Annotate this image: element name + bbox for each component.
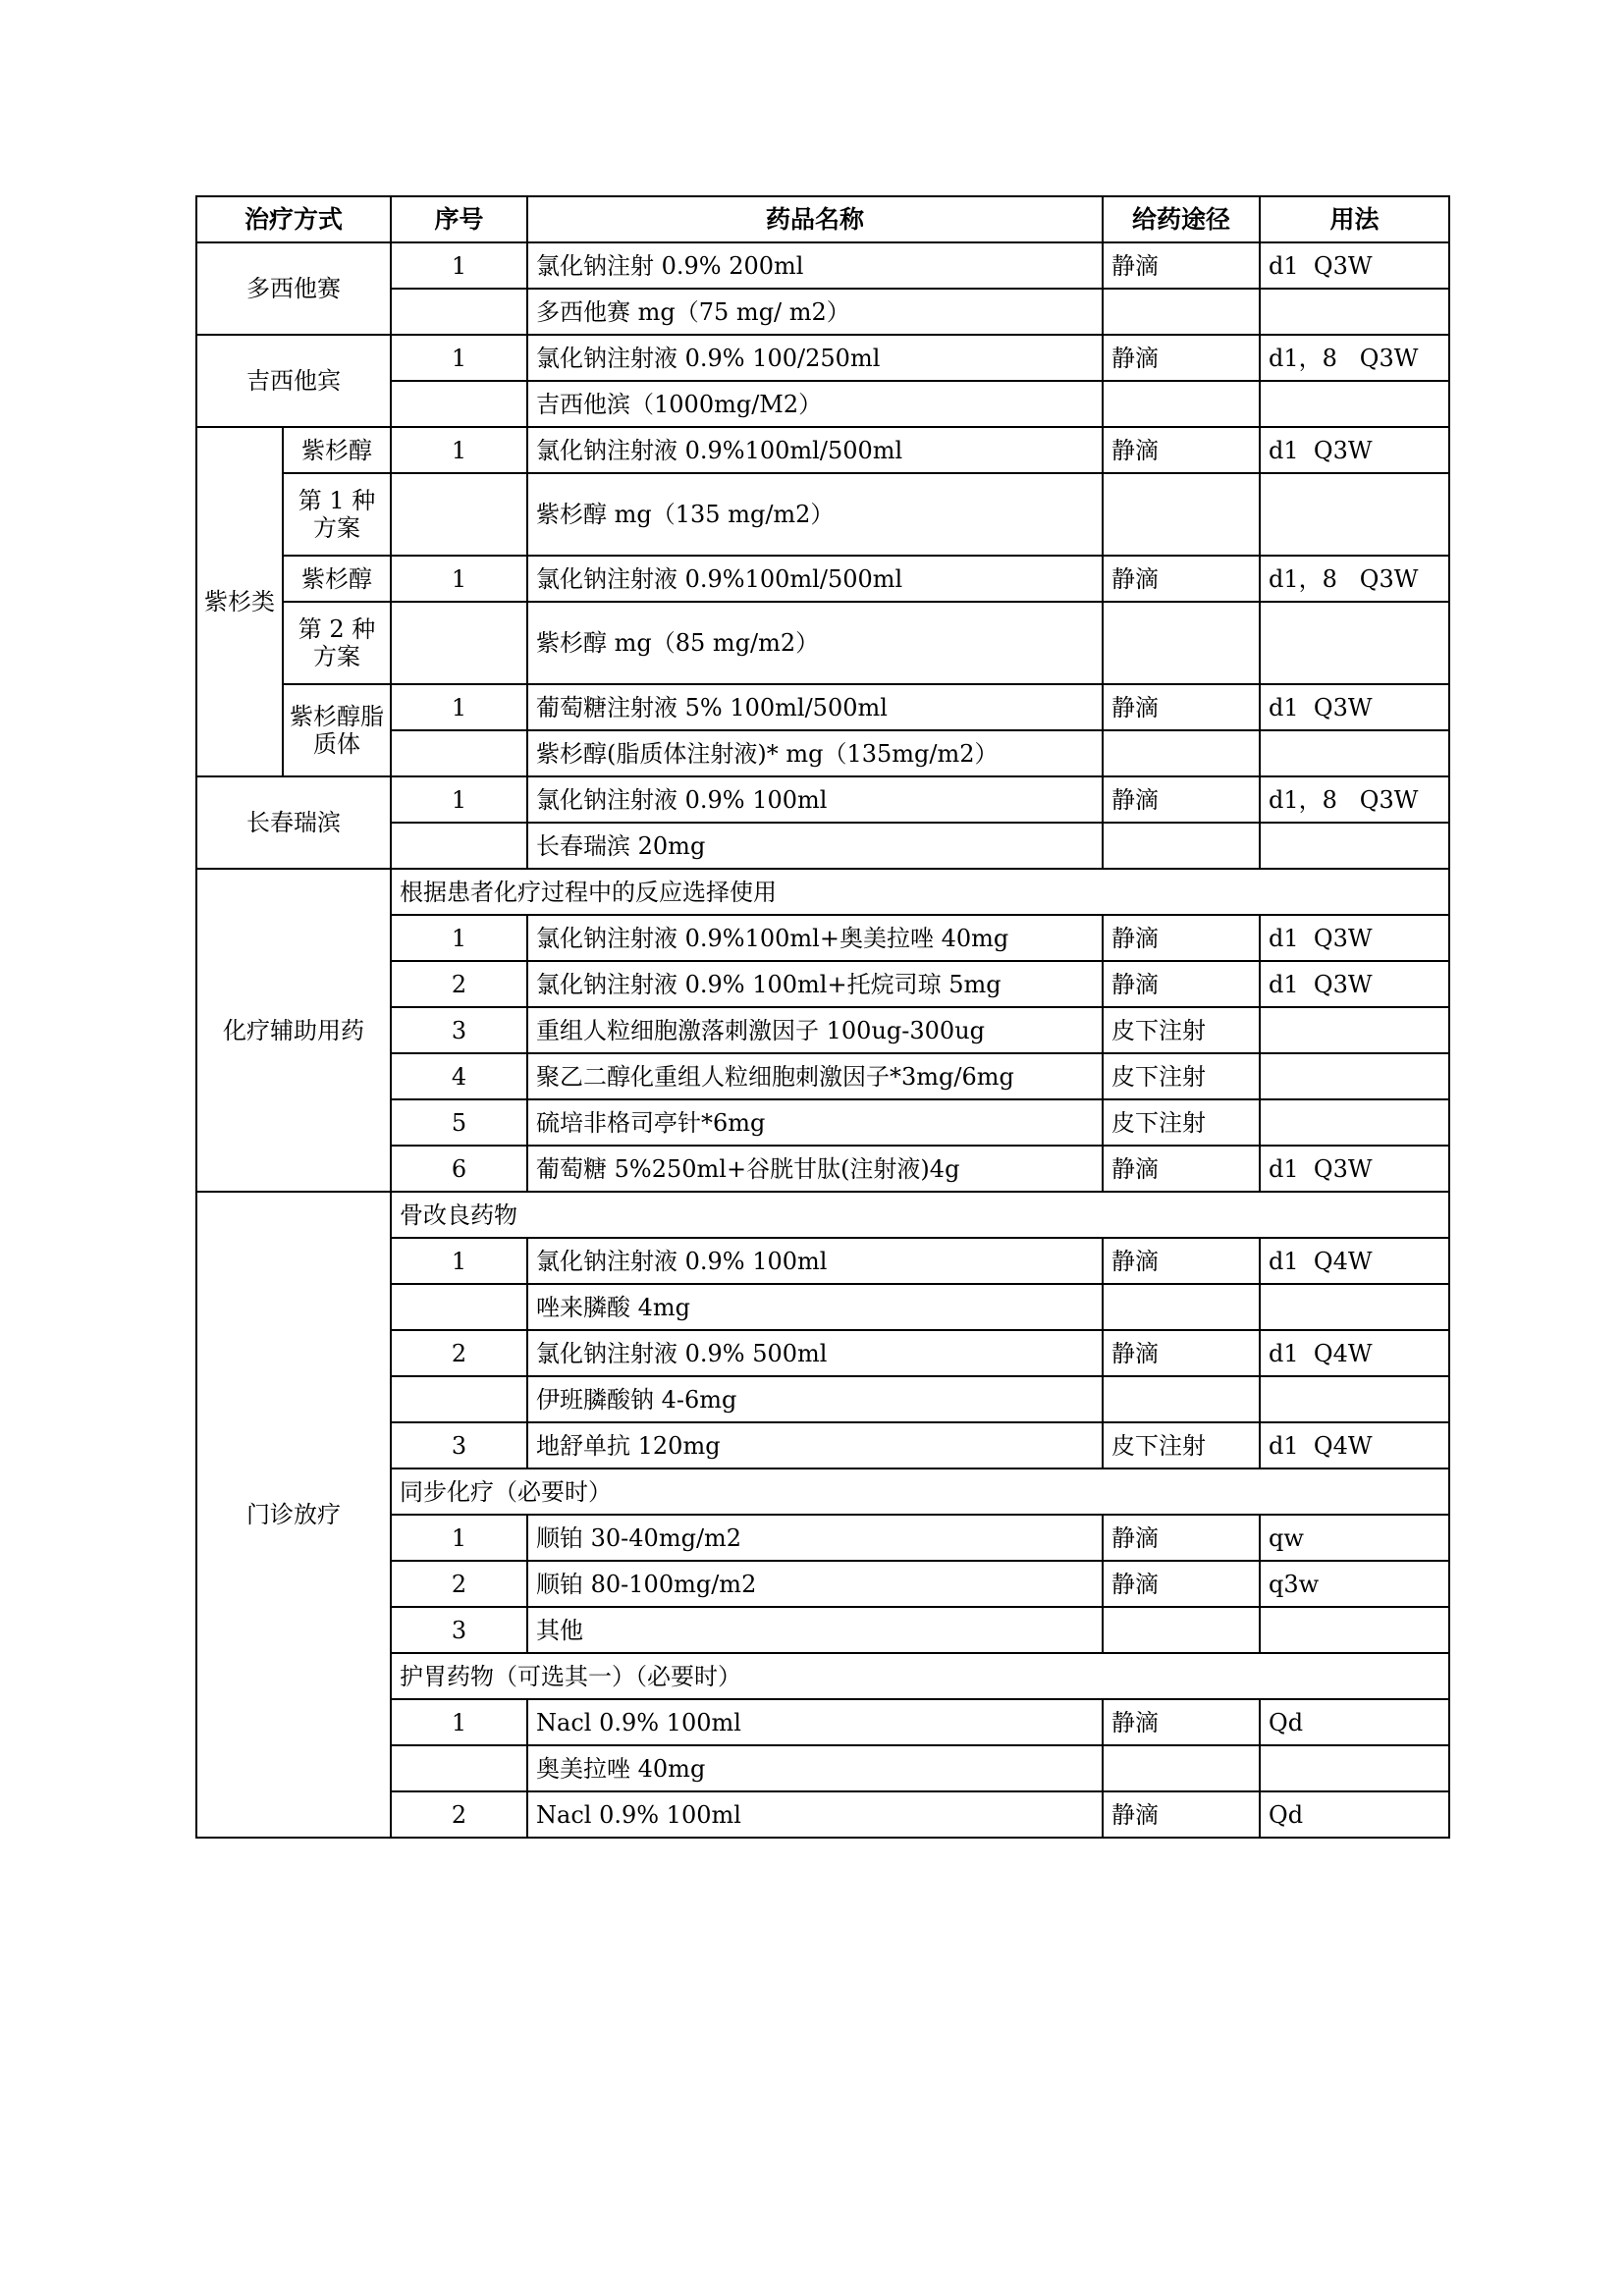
cell-drug: 氯化钠注射液 0.9% 100ml xyxy=(527,1238,1103,1284)
cell-drug: 紫杉醇(脂质体注射液)* mg（135mg/m2） xyxy=(527,730,1103,776)
cell-no xyxy=(391,473,527,556)
header-mode: 治疗方式 xyxy=(196,196,391,242)
header-drug: 药品名称 xyxy=(527,196,1103,242)
cell-route: 静滴 xyxy=(1103,1330,1260,1376)
cell-usage xyxy=(1260,381,1449,427)
cell-usage xyxy=(1260,730,1449,776)
group-outpatient: 门诊放疗 xyxy=(196,1192,391,1838)
cell-usage xyxy=(1260,1007,1449,1053)
cell-route xyxy=(1103,1284,1260,1330)
cell-drug: 聚乙二醇化重组人粒细胞刺激因子*3mg/6mg xyxy=(527,1053,1103,1099)
cell-no: 2 xyxy=(391,961,527,1007)
cell-usage: d1 Q3W xyxy=(1260,915,1449,961)
cell-no xyxy=(391,1376,527,1422)
section-note: 同步化疗（必要时） xyxy=(391,1468,1449,1515)
cell-no: 2 xyxy=(391,1791,527,1838)
cell-usage: d1 Q3W xyxy=(1260,961,1449,1007)
section-note: 骨改良药物 xyxy=(391,1192,1449,1238)
cell-drug: Nacl 0.9% 100ml xyxy=(527,1791,1103,1838)
cell-route xyxy=(1103,1745,1260,1791)
subgroup-label: 紫杉醇 xyxy=(283,556,391,602)
cell-usage xyxy=(1260,602,1449,684)
cell-no: 2 xyxy=(391,1561,527,1607)
cell-usage: d1，8 Q3W xyxy=(1260,335,1449,381)
cell-route: 静滴 xyxy=(1103,1699,1260,1745)
cell-drug: 多西他赛 mg（75 mg/ m2） xyxy=(527,289,1103,335)
cell-no xyxy=(391,1745,527,1791)
cell-route xyxy=(1103,823,1260,869)
group-adjuvant: 化疗辅助用药 xyxy=(196,869,391,1192)
header-route: 给药途径 xyxy=(1103,196,1260,242)
header-row xyxy=(196,196,1449,242)
cell-route xyxy=(1103,730,1260,776)
cell-usage xyxy=(1260,473,1449,556)
table-row xyxy=(196,242,1449,289)
cell-route xyxy=(1103,473,1260,556)
cell-drug: 氯化钠注射液 0.9% 100ml xyxy=(527,776,1103,823)
subgroup-label: 第 1 种方案 xyxy=(283,473,391,556)
cell-usage: d1 Q3W xyxy=(1260,684,1449,730)
cell-route: 静滴 xyxy=(1103,776,1260,823)
group-docetaxel: 多西他赛 xyxy=(196,242,391,335)
table-row xyxy=(196,335,1449,381)
table-row xyxy=(196,869,1449,915)
cell-no: 1 xyxy=(391,335,527,381)
cell-drug: 紫杉醇 mg（85 mg/m2） xyxy=(527,602,1103,684)
cell-no: 1 xyxy=(391,915,527,961)
cell-usage: d1 Q3W xyxy=(1260,242,1449,289)
cell-usage: q3w xyxy=(1260,1561,1449,1607)
table-row xyxy=(196,602,1449,684)
cell-usage xyxy=(1260,1607,1449,1653)
cell-no: 1 xyxy=(391,684,527,730)
cell-route: 静滴 xyxy=(1103,1146,1260,1192)
table-row xyxy=(196,776,1449,823)
cell-route: 静滴 xyxy=(1103,427,1260,473)
header-usage: 用法 xyxy=(1260,196,1449,242)
cell-drug: 重组人粒细胞激落刺激因子 100ug-300ug xyxy=(527,1007,1103,1053)
cell-no xyxy=(391,823,527,869)
cell-route xyxy=(1103,1607,1260,1653)
cell-drug: 其他 xyxy=(527,1607,1103,1653)
cell-no: 3 xyxy=(391,1007,527,1053)
cell-route xyxy=(1103,602,1260,684)
cell-usage: Qd xyxy=(1260,1699,1449,1745)
subgroup-label: 紫杉醇 xyxy=(283,427,391,473)
cell-route: 静滴 xyxy=(1103,335,1260,381)
cell-drug: 奥美拉唑 40mg xyxy=(527,1745,1103,1791)
cell-drug: 紫杉醇 mg（135 mg/m2） xyxy=(527,473,1103,556)
section-note: 根据患者化疗过程中的反应选择使用 xyxy=(391,869,1449,915)
cell-no xyxy=(391,730,527,776)
cell-drug: 吉西他滨（1000mg/M2） xyxy=(527,381,1103,427)
cell-no xyxy=(391,602,527,684)
cell-drug: 葡萄糖 5%250ml+谷胱甘肽(注射液)4g xyxy=(527,1146,1103,1192)
cell-usage: d1 Q4W xyxy=(1260,1422,1449,1468)
table-row xyxy=(196,473,1449,556)
cell-drug: Nacl 0.9% 100ml xyxy=(527,1699,1103,1745)
group-vinorelbine: 长春瑞滨 xyxy=(196,776,391,869)
cell-drug: 硫培非格司亭针*6mg xyxy=(527,1099,1103,1146)
cell-usage xyxy=(1260,1053,1449,1099)
cell-no: 6 xyxy=(391,1146,527,1192)
cell-usage xyxy=(1260,1099,1449,1146)
cell-route: 静滴 xyxy=(1103,684,1260,730)
cell-usage: d1 Q3W xyxy=(1260,1146,1449,1192)
cell-route: 静滴 xyxy=(1103,1791,1260,1838)
cell-drug: 氯化钠注射液 0.9%100ml+奥美拉唑 40mg xyxy=(527,915,1103,961)
cell-drug: 氯化钠注射液 0.9% 500ml xyxy=(527,1330,1103,1376)
cell-usage: d1 Q3W xyxy=(1260,427,1449,473)
cell-usage: d1 Q4W xyxy=(1260,1330,1449,1376)
cell-route: 皮下注射 xyxy=(1103,1422,1260,1468)
regimen-table xyxy=(195,195,1450,1839)
cell-no: 1 xyxy=(391,242,527,289)
group-taxane: 紫杉类 xyxy=(196,427,283,776)
cell-route: 皮下注射 xyxy=(1103,1007,1260,1053)
cell-no: 2 xyxy=(391,1330,527,1376)
cell-no xyxy=(391,289,527,335)
cell-drug: 伊班膦酸钠 4-6mg xyxy=(527,1376,1103,1422)
cell-drug: 长春瑞滨 20mg xyxy=(527,823,1103,869)
cell-drug: 葡萄糖注射液 5% 100ml/500ml xyxy=(527,684,1103,730)
cell-usage xyxy=(1260,289,1449,335)
cell-route xyxy=(1103,289,1260,335)
cell-no: 5 xyxy=(391,1099,527,1146)
cell-drug: 氯化钠注射液 0.9% 100/250ml xyxy=(527,335,1103,381)
cell-usage: d1 Q4W xyxy=(1260,1238,1449,1284)
cell-no xyxy=(391,1284,527,1330)
cell-no: 1 xyxy=(391,1699,527,1745)
cell-route: 静滴 xyxy=(1103,915,1260,961)
cell-drug: 顺铂 80-100mg/m2 xyxy=(527,1561,1103,1607)
cell-no: 3 xyxy=(391,1422,527,1468)
cell-usage xyxy=(1260,1284,1449,1330)
cell-route xyxy=(1103,381,1260,427)
cell-usage: d1，8 Q3W xyxy=(1260,556,1449,602)
cell-no: 1 xyxy=(391,1238,527,1284)
cell-route: 静滴 xyxy=(1103,1561,1260,1607)
table-row xyxy=(196,1192,1449,1238)
cell-route: 静滴 xyxy=(1103,1238,1260,1284)
cell-drug: 地舒单抗 120mg xyxy=(527,1422,1103,1468)
cell-route: 皮下注射 xyxy=(1103,1099,1260,1146)
cell-drug: 唑来膦酸 4mg xyxy=(527,1284,1103,1330)
cell-drug: 氯化钠注射液 0.9%100ml/500ml xyxy=(527,427,1103,473)
cell-usage: Qd xyxy=(1260,1791,1449,1838)
cell-drug: 氯化钠注射液 0.9% 100ml+托烷司琼 5mg xyxy=(527,961,1103,1007)
section-note: 护胃药物（可选其一）（必要时） xyxy=(391,1653,1449,1699)
cell-no: 3 xyxy=(391,1607,527,1653)
cell-no: 1 xyxy=(391,427,527,473)
cell-route: 静滴 xyxy=(1103,961,1260,1007)
cell-route: 静滴 xyxy=(1103,242,1260,289)
subgroup-label: 第 2 种方案 xyxy=(283,602,391,684)
table-row xyxy=(196,556,1449,602)
cell-usage xyxy=(1260,823,1449,869)
cell-route: 静滴 xyxy=(1103,556,1260,602)
cell-usage: qw xyxy=(1260,1515,1449,1561)
header-no: 序号 xyxy=(391,196,527,242)
cell-drug: 顺铂 30-40mg/m2 xyxy=(527,1515,1103,1561)
table-row xyxy=(196,684,1449,730)
cell-no: 1 xyxy=(391,1515,527,1561)
cell-drug: 氯化钠注射 0.9% 200ml xyxy=(527,242,1103,289)
table-row xyxy=(196,427,1449,473)
group-gemcitabine: 吉西他宾 xyxy=(196,335,391,427)
subgroup-label: 紫杉醇脂质体 xyxy=(283,684,391,776)
cell-no xyxy=(391,381,527,427)
cell-route: 静滴 xyxy=(1103,1515,1260,1561)
cell-usage xyxy=(1260,1376,1449,1422)
cell-route: 皮下注射 xyxy=(1103,1053,1260,1099)
cell-usage xyxy=(1260,1745,1449,1791)
cell-no: 4 xyxy=(391,1053,527,1099)
cell-drug: 氯化钠注射液 0.9%100ml/500ml xyxy=(527,556,1103,602)
cell-usage: d1，8 Q3W xyxy=(1260,776,1449,823)
cell-no: 1 xyxy=(391,776,527,823)
cell-no: 1 xyxy=(391,556,527,602)
cell-route xyxy=(1103,1376,1260,1422)
